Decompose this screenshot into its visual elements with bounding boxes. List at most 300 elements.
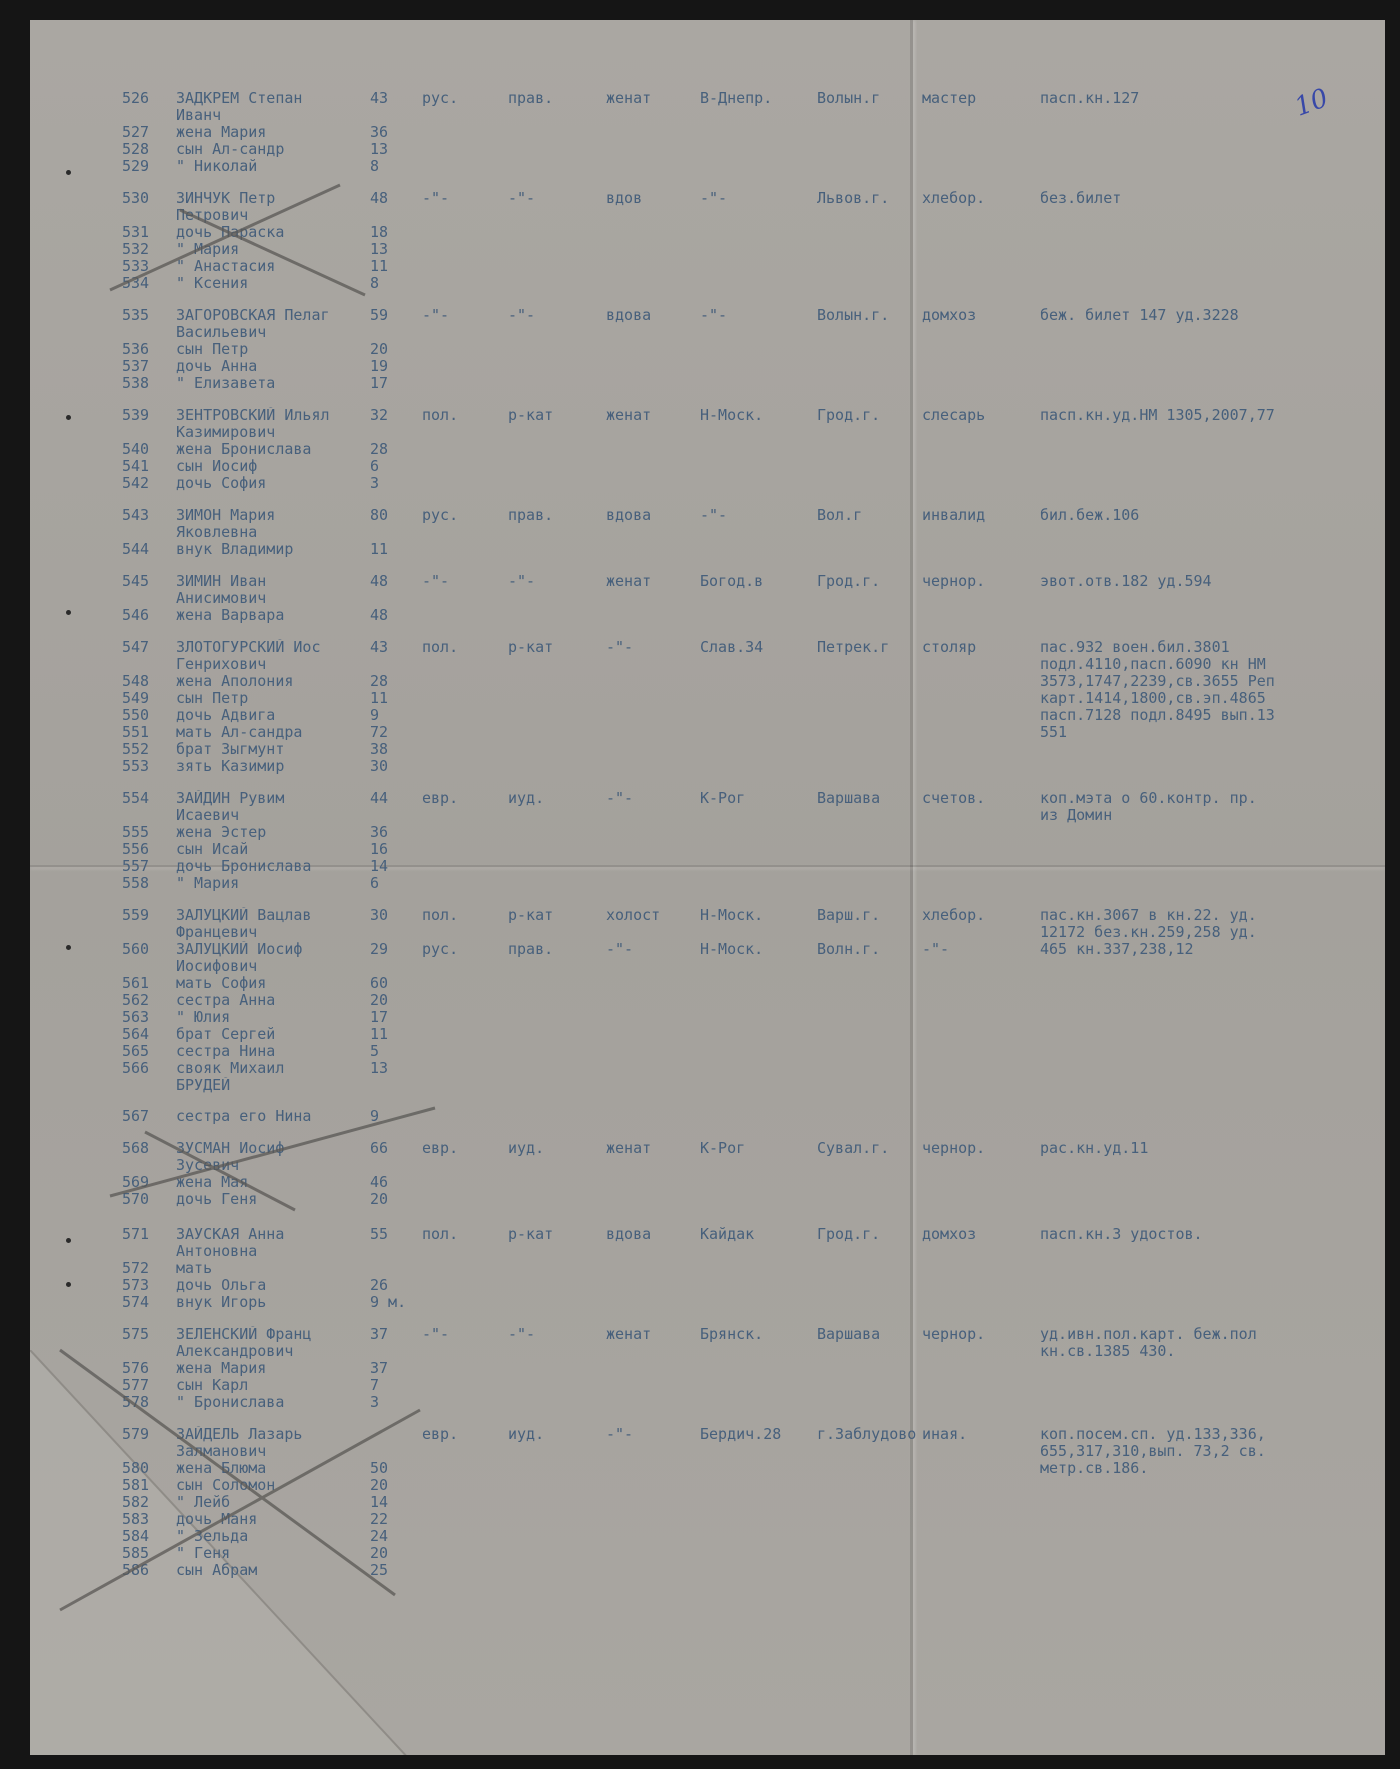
- cell-age: 48: [370, 606, 389, 624]
- table-row: [30, 207, 1385, 224]
- cell-age: 36: [370, 123, 389, 141]
- cell-name: Иосифович: [176, 958, 258, 975]
- cell-num: 552: [122, 740, 150, 758]
- table-row: [30, 958, 1385, 975]
- cell-age: 9: [370, 706, 380, 724]
- cell-num: 543: [122, 506, 150, 524]
- cell-nat: евр.: [422, 1425, 459, 1443]
- cell-num: 566: [122, 1059, 150, 1077]
- cell-num: 549: [122, 689, 150, 707]
- cell-name: " Мария: [176, 241, 240, 258]
- cell-age: 5: [370, 1042, 380, 1060]
- table-row: [30, 1545, 1385, 1562]
- cell-to: Грод.г.: [817, 406, 881, 424]
- cell-rel: иуд.: [508, 789, 545, 807]
- cell-doc: 12172 без.кн.259,258 уд.: [1040, 923, 1257, 941]
- cell-num: 548: [122, 672, 150, 690]
- cell-age: 26: [370, 1276, 389, 1294]
- cell-name: жена Эстер: [176, 824, 267, 841]
- table-row: [30, 858, 1385, 875]
- cell-doc: из Домин: [1040, 806, 1113, 824]
- cell-num: 537: [122, 357, 150, 375]
- cell-age: 8: [370, 157, 380, 175]
- cell-name: Васильевич: [176, 324, 267, 341]
- cell-age: 16: [370, 840, 389, 858]
- cell-age: 44: [370, 789, 389, 807]
- cell-age: 9: [370, 1107, 380, 1125]
- cell-name: ЗЕНТРОВСКИЙ Ильял: [176, 407, 330, 424]
- cell-name: дочь Геня: [176, 1191, 258, 1208]
- table-row: [30, 907, 1385, 924]
- cell-num: 581: [122, 1476, 150, 1494]
- table-row: [30, 224, 1385, 241]
- cell-name: " Николай: [176, 158, 258, 175]
- cell-name: Генрихович: [176, 656, 267, 673]
- table-row: [30, 1443, 1385, 1460]
- cell-num: 553: [122, 757, 150, 775]
- cell-num: 576: [122, 1359, 150, 1377]
- cell-age: 80: [370, 506, 389, 524]
- cell-fam: -"-: [606, 940, 634, 958]
- cell-from: Н-Моск.: [700, 406, 764, 424]
- cell-num: 579: [122, 1425, 150, 1443]
- cell-num: 580: [122, 1459, 150, 1477]
- cell-age: 37: [370, 1359, 389, 1377]
- table-row: [30, 590, 1385, 607]
- cell-name: Залманович: [176, 1443, 267, 1460]
- cell-from: К-Рог: [700, 789, 746, 807]
- cell-num: 528: [122, 140, 150, 158]
- cell-doc: 465 кн.337,238,12: [1040, 940, 1194, 958]
- cell-age: 20: [370, 340, 389, 358]
- cell-from: К-Рог: [700, 1139, 746, 1157]
- cell-name: сын Исай: [176, 841, 249, 858]
- cell-name: Антоновна: [176, 1243, 258, 1260]
- cell-num: 585: [122, 1544, 150, 1562]
- table-row: [30, 1528, 1385, 1545]
- cell-nat: пол.: [422, 1225, 459, 1243]
- table-row: [30, 875, 1385, 892]
- cell-name: ЗЕЛЕНСКИЙ Франц: [176, 1326, 312, 1343]
- cell-num: 565: [122, 1042, 150, 1060]
- cell-name: Казимирович: [176, 424, 276, 441]
- cell-name: ЗУСМАН Иосиф: [176, 1140, 285, 1157]
- cell-num: 558: [122, 874, 150, 892]
- cell-num: 546: [122, 606, 150, 624]
- cell-from: Бердич.28: [700, 1425, 782, 1443]
- cell-name: сын Абрам: [176, 1562, 258, 1579]
- cell-name: жена Мария: [176, 1360, 267, 1377]
- cell-age: 37: [370, 1325, 389, 1343]
- cell-age: 38: [370, 740, 389, 758]
- cell-doc: 551: [1040, 723, 1068, 741]
- cell-name: дочь Маня: [176, 1511, 258, 1528]
- table-row: [30, 707, 1385, 724]
- cell-doc: без.билет: [1040, 189, 1122, 207]
- cell-name: ЗАЛУЦКИЙ Иосиф: [176, 941, 303, 958]
- cell-from: В-Днепр.: [700, 89, 773, 107]
- cell-age: 60: [370, 974, 389, 992]
- table-row: [30, 407, 1385, 424]
- cell-occ: -"-: [922, 940, 950, 958]
- cell-occ: столяр: [922, 638, 977, 656]
- cell-num: 574: [122, 1293, 150, 1311]
- cell-num: 568: [122, 1139, 150, 1157]
- cell-age: 30: [370, 757, 389, 775]
- cell-to: Вол.г: [817, 506, 863, 524]
- cell-age: 20: [370, 991, 389, 1009]
- cell-num: 572: [122, 1259, 150, 1277]
- cell-name: ЗЛОТОГУРСКИЙ Иос: [176, 639, 321, 656]
- cell-age: 32: [370, 406, 389, 424]
- table-row: [30, 1494, 1385, 1511]
- cell-doc: бил.беж.106: [1040, 506, 1140, 524]
- cell-fam: вдов: [606, 189, 643, 207]
- cell-num: 562: [122, 991, 150, 1009]
- cell-to: Сувал.г.: [817, 1139, 890, 1157]
- cell-occ: хлебор.: [922, 906, 986, 924]
- cell-name: сын Соломон: [176, 1477, 276, 1494]
- cell-fam: вдова: [606, 506, 652, 524]
- cell-age: 7: [370, 1376, 380, 1394]
- cell-doc: пасп.кн.уд.НМ 1305,2007,77: [1040, 406, 1275, 424]
- table-row: [30, 1511, 1385, 1528]
- table-row: [30, 673, 1385, 690]
- table-row: [30, 607, 1385, 624]
- cell-num: 547: [122, 638, 150, 656]
- cell-num: 582: [122, 1493, 150, 1511]
- table-row: [30, 724, 1385, 741]
- table-row: [30, 1108, 1385, 1125]
- table-row: [30, 1426, 1385, 1443]
- cell-to: Варшава: [817, 789, 881, 807]
- cell-num: 535: [122, 306, 150, 324]
- cell-name: сын Иосиф: [176, 458, 258, 475]
- cell-age: 43: [370, 89, 389, 107]
- cell-to: Варш.г.: [817, 906, 881, 924]
- table-row: [30, 1326, 1385, 1343]
- cell-occ: мастер: [922, 89, 977, 107]
- cell-nat: -"-: [422, 572, 450, 590]
- cell-num: 555: [122, 823, 150, 841]
- cell-name: " Зельда: [176, 1528, 249, 1545]
- cell-occ: чернор.: [922, 1325, 986, 1343]
- table-row: [30, 190, 1385, 207]
- table-row: [30, 1562, 1385, 1579]
- table-row: [30, 807, 1385, 824]
- cell-name: сын Карл: [176, 1377, 249, 1394]
- cell-fam: холост: [606, 906, 661, 924]
- cell-to: г.Заблудово: [817, 1425, 917, 1443]
- table-row: [30, 375, 1385, 392]
- cell-rel: р-кат: [508, 638, 554, 656]
- cell-rel: -"-: [508, 1325, 536, 1343]
- cell-num: 559: [122, 906, 150, 924]
- cell-from: Н-Моск.: [700, 906, 764, 924]
- table-row: [30, 1191, 1385, 1208]
- cell-num: 539: [122, 406, 150, 424]
- cell-doc: 655,317,310,вып. 73,2 св.: [1040, 1442, 1266, 1460]
- cell-name: сестра его Нина: [176, 1108, 312, 1125]
- cell-num: 556: [122, 840, 150, 858]
- cell-num: 569: [122, 1173, 150, 1191]
- cell-name: дочь Ольга: [176, 1277, 267, 1294]
- cell-fam: женат: [606, 1325, 652, 1343]
- cell-age: 13: [370, 1059, 389, 1077]
- cell-name: ЗИМИН Иван: [176, 573, 267, 590]
- cell-num: 545: [122, 572, 150, 590]
- table-row: [30, 241, 1385, 258]
- table-row: [30, 524, 1385, 541]
- cell-name: сын Ал-сандр: [176, 141, 285, 158]
- cell-occ: иная.: [922, 1425, 968, 1443]
- cell-rel: иуд.: [508, 1139, 545, 1157]
- cell-rel: р-кат: [508, 406, 554, 424]
- table-row: [30, 341, 1385, 358]
- cell-from: Брянск.: [700, 1325, 764, 1343]
- cell-rel: прав.: [508, 940, 554, 958]
- cell-name: " Юлия: [176, 1009, 231, 1026]
- cell-age: 29: [370, 940, 389, 958]
- cell-fam: женат: [606, 406, 652, 424]
- cell-nat: рус.: [422, 89, 459, 107]
- cell-age: 11: [370, 1025, 389, 1043]
- cell-name: Петрович: [176, 207, 249, 224]
- table-row: [30, 1343, 1385, 1360]
- cell-name: ЗАДКРЕМ Степан: [176, 90, 303, 107]
- cell-name: мать: [176, 1260, 213, 1277]
- cell-from: -"-: [700, 189, 728, 207]
- cell-age: 20: [370, 1476, 389, 1494]
- table-row: [30, 541, 1385, 558]
- cell-num: 563: [122, 1008, 150, 1026]
- cell-age: 9 м.: [370, 1293, 407, 1311]
- cell-doc: пас.932 воен.бил.3801: [1040, 638, 1230, 656]
- cell-name: зять Казимир: [176, 758, 285, 775]
- cell-age: 55: [370, 1225, 389, 1243]
- cell-name: дочь София: [176, 475, 267, 492]
- cell-rel: -"-: [508, 572, 536, 590]
- cell-name: сестра Анна: [176, 992, 276, 1009]
- cell-num: 527: [122, 123, 150, 141]
- cell-num: 554: [122, 789, 150, 807]
- table-row: [30, 639, 1385, 656]
- cell-fam: женат: [606, 1139, 652, 1157]
- table-row: [30, 1243, 1385, 1260]
- cell-name: ЗИНЧУК Петр: [176, 190, 276, 207]
- cell-doc: коп.мэта о 60.контр. пр.: [1040, 789, 1257, 807]
- cell-age: 6: [370, 874, 380, 892]
- cell-rel: -"-: [508, 306, 536, 324]
- cell-doc: пасп.кн.127: [1040, 89, 1140, 107]
- cell-fam: вдова: [606, 306, 652, 324]
- table-row: [30, 1157, 1385, 1174]
- table-row: [30, 924, 1385, 941]
- cell-age: 59: [370, 306, 389, 324]
- cell-name: мать София: [176, 975, 267, 992]
- cell-num: 540: [122, 440, 150, 458]
- cell-num: 567: [122, 1107, 150, 1125]
- cell-name: Александрович: [176, 1343, 294, 1360]
- cell-from: Н-Моск.: [700, 940, 764, 958]
- cell-age: 18: [370, 223, 389, 241]
- cell-from: Кайдак: [700, 1225, 755, 1243]
- cell-age: 66: [370, 1139, 389, 1157]
- table-row: [30, 475, 1385, 492]
- cell-doc: коп.посем.сп. уд.133,336,: [1040, 1425, 1266, 1443]
- table-row: [30, 1260, 1385, 1277]
- cell-nat: -"-: [422, 189, 450, 207]
- cell-occ: чернор.: [922, 1139, 986, 1157]
- table-row: [30, 158, 1385, 175]
- cell-to: Волын.г: [817, 89, 881, 107]
- table-row: [30, 1043, 1385, 1060]
- cell-name: Исаевич: [176, 807, 240, 824]
- table-row: [30, 656, 1385, 673]
- table-row: [30, 258, 1385, 275]
- table-row: [30, 507, 1385, 524]
- cell-name: ЗАГОРОВСКАЯ Пелаг: [176, 307, 330, 324]
- table-row: [30, 1277, 1385, 1294]
- cell-name: дочь Бронислава: [176, 858, 312, 875]
- cell-name: Францевич: [176, 924, 258, 941]
- table-row: [30, 458, 1385, 475]
- cell-doc: пасп.кн.3 удостов.: [1040, 1225, 1203, 1243]
- cell-name: Анисимович: [176, 590, 267, 607]
- cell-num: 529: [122, 157, 150, 175]
- table-row: [30, 90, 1385, 107]
- cell-to: Волын.г.: [817, 306, 890, 324]
- cell-name: мать Ал-сандра: [176, 724, 303, 741]
- table-row: [30, 1360, 1385, 1377]
- cell-rel: -"-: [508, 189, 536, 207]
- cell-name: свояк Михаил: [176, 1060, 285, 1077]
- cell-doc: беж. билет 147 уд.3228: [1040, 306, 1239, 324]
- table-row: [30, 141, 1385, 158]
- cell-rel: прав.: [508, 506, 554, 524]
- cell-num: 551: [122, 723, 150, 741]
- cell-occ: хлебор.: [922, 189, 986, 207]
- cell-name: жена Варвара: [176, 607, 285, 624]
- cell-num: 557: [122, 857, 150, 875]
- table-row: [30, 824, 1385, 841]
- cell-num: 534: [122, 274, 150, 292]
- cell-to: Волн.г.: [817, 940, 881, 958]
- table-row: [30, 690, 1385, 707]
- cell-doc: подл.4110,пасп.6090 кн НМ: [1040, 655, 1266, 673]
- cell-age: 11: [370, 257, 389, 275]
- table-row: [30, 941, 1385, 958]
- cell-to: Петрек.г: [817, 638, 890, 656]
- cell-age: 22: [370, 1510, 389, 1528]
- cell-nat: рус.: [422, 506, 459, 524]
- cell-num: 542: [122, 474, 150, 492]
- cell-nat: евр.: [422, 1139, 459, 1157]
- cell-age: 43: [370, 638, 389, 656]
- cell-name: ЗАЛУЦКИЙ Вацлав: [176, 907, 312, 924]
- cell-occ: слесарь: [922, 406, 986, 424]
- cell-age: 72: [370, 723, 389, 741]
- cell-age: 17: [370, 1008, 389, 1026]
- cell-name: " Мария: [176, 875, 240, 892]
- table-row: [30, 1060, 1385, 1077]
- cell-age: 48: [370, 572, 389, 590]
- cell-name: жена Аполония: [176, 673, 294, 690]
- cell-age: 14: [370, 857, 389, 875]
- cell-doc: пасп.7128 подл.8495 вып.13: [1040, 706, 1275, 724]
- cell-from: -"-: [700, 306, 728, 324]
- cell-age: 13: [370, 140, 389, 158]
- cell-nat: пол.: [422, 638, 459, 656]
- cell-num: 561: [122, 974, 150, 992]
- cell-num: 526: [122, 89, 150, 107]
- cell-age: 50: [370, 1459, 389, 1477]
- cell-from: -"-: [700, 506, 728, 524]
- table-row: [30, 1226, 1385, 1243]
- cell-age: 11: [370, 540, 389, 558]
- cell-fam: -"-: [606, 1425, 634, 1443]
- cell-occ: инвалид: [922, 506, 986, 524]
- cell-name: Зусевич: [176, 1157, 240, 1174]
- cell-name: дочь Адвига: [176, 707, 276, 724]
- cell-name: " Анастасия: [176, 258, 276, 275]
- cell-num: 538: [122, 374, 150, 392]
- cell-doc: кн.св.1385 430.: [1040, 1342, 1176, 1360]
- cell-name: Яковлевна: [176, 524, 258, 541]
- table-row: [30, 275, 1385, 292]
- document-sheet: [30, 20, 1385, 1755]
- cell-to: Варшава: [817, 1325, 881, 1343]
- cell-age: 20: [370, 1544, 389, 1562]
- table-row: [30, 1009, 1385, 1026]
- cell-age: 48: [370, 189, 389, 207]
- cell-name: сын Петр: [176, 341, 249, 358]
- table-row: [30, 790, 1385, 807]
- cell-nat: пол.: [422, 406, 459, 424]
- cell-name: сын Петр: [176, 690, 249, 707]
- cell-name: брат Сергей: [176, 1026, 276, 1043]
- table-row: [30, 741, 1385, 758]
- cell-rel: р-кат: [508, 906, 554, 924]
- cell-doc: карт.1414,1800,св.эп.4865: [1040, 689, 1266, 707]
- cell-num: 578: [122, 1393, 150, 1411]
- cell-name: внук Игорь: [176, 1294, 267, 1311]
- cell-age: 36: [370, 823, 389, 841]
- cell-age: 20: [370, 1190, 389, 1208]
- cell-doc: пас.кн.3067 в кн.22. уд.: [1040, 906, 1257, 924]
- cell-name: ЗИМОН Мария: [176, 507, 276, 524]
- cell-occ: чернор.: [922, 572, 986, 590]
- cell-from: Слав.34: [700, 638, 764, 656]
- cell-age: 6: [370, 457, 380, 475]
- cell-to: Грод.г.: [817, 1225, 881, 1243]
- cell-name: жена Мария: [176, 124, 267, 141]
- cell-age: 28: [370, 440, 389, 458]
- cell-age: 14: [370, 1493, 389, 1511]
- cell-occ: домхоз: [922, 1225, 977, 1243]
- cell-num: 575: [122, 1325, 150, 1343]
- cell-name: жена Брониславa: [176, 441, 312, 458]
- cell-name: " Бронислава: [176, 1394, 285, 1411]
- cell-fam: вдова: [606, 1225, 652, 1243]
- cell-name: ЗАЙДИН Рувим: [176, 790, 285, 807]
- cell-rel: прав.: [508, 89, 554, 107]
- table-row: [30, 573, 1385, 590]
- cell-age: 11: [370, 689, 389, 707]
- table-row: [30, 1294, 1385, 1311]
- cell-num: 577: [122, 1376, 150, 1394]
- cell-num: 550: [122, 706, 150, 724]
